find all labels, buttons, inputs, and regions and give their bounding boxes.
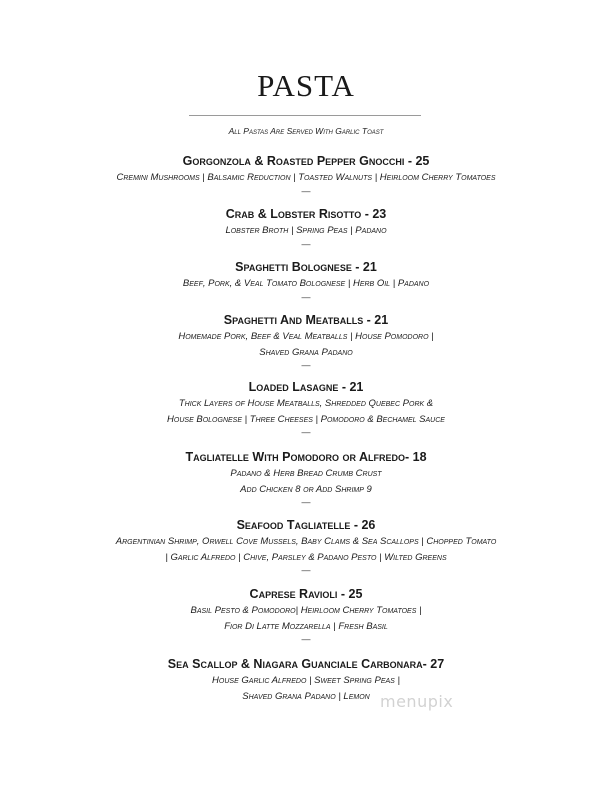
item-separator: — — [301, 427, 311, 437]
item-description: Thick Layers of House Meatballs, Shredded Quebec Pork & — [178, 398, 434, 409]
item-description: House Garlic Alfredo | Sweet Spring Peas | — [212, 675, 400, 686]
item-separator: — — [301, 291, 311, 302]
item-separator: — — [301, 360, 311, 370]
menu-item — [0, 312, 612, 370]
item-description: Shaved Grana Padano | Lemon — [242, 690, 370, 702]
menu-item — [0, 206, 612, 249]
item-description: Shaved Grana Padano — [259, 346, 353, 358]
item-separator: — — [301, 185, 311, 196]
item-description: Beef, Pork, & Veal Tomato Bolognese | Herb Oil | Padano — [182, 278, 430, 289]
item-description: Add Chicken 8 or Add Shrimp 9 — [240, 483, 372, 495]
item-title: Sea Scallop & Niagara Guanciale Carbonara- 27 — [167, 657, 445, 671]
menu-item — [0, 259, 612, 302]
item-title: Spaghetti And Meatballs - 21 — [223, 313, 389, 327]
item-separator: — — [301, 565, 311, 575]
item-title: Gorgonzola & Roasted Pepper Gnocchi - 25 — [182, 154, 430, 168]
item-title: Crab & Lobster Risotto - 23 — [225, 207, 387, 221]
item-title: Tagliatelle With Pomodoro or Alfredo- 18 — [185, 450, 427, 464]
item-title: Seafood Tagliatelle - 26 — [236, 518, 376, 532]
item-title: Caprese Ravioli - 25 — [249, 587, 363, 601]
item-description: Homemade Pork, Beef & Veal Meatballs | House Pomodoro | — [178, 331, 434, 342]
item-title: Spaghetti Bolognese - 21 — [235, 260, 377, 274]
page-title: PASTA — [257, 68, 355, 103]
item-title: Loaded Lasagne - 21 — [248, 380, 364, 394]
item-description: Padano & Herb Bread Crumb Crust — [230, 468, 382, 479]
menu-item — [0, 379, 612, 437]
watermark: menupix — [380, 692, 454, 711]
item-description: Argentinian Shrimp, Orwell Cove Mussels, Baby Clams & Sea Scallops | Chopped Tomato — [115, 536, 497, 547]
menu-item — [0, 449, 612, 507]
title-divider — [189, 115, 421, 116]
menu-item — [0, 517, 612, 575]
menu-item — [0, 586, 612, 644]
item-separator: — — [301, 634, 311, 644]
item-description: | Garlic Alfredo | Chive, Parsley & Padano Pesto | Wilted Greens — [165, 551, 447, 563]
item-description: Fior Di Latte Mozzarella | Fresh Basil — [224, 620, 388, 632]
item-description: Basil Pesto & Pomodoro| Heirloom Cherry Tomatoes | — [190, 605, 422, 616]
item-description: Cremini Mushrooms | Balsamic Reduction | Toasted Walnuts | Heirloom Cherry Tomatoes — [116, 172, 496, 183]
item-description: House Bolognese | Three Cheeses | Pomodoro & Bechamel Sauce — [167, 413, 445, 425]
menu-subtitle: All Pastas Are Served With Garlic Toast — [228, 126, 384, 136]
menu-item — [0, 153, 612, 196]
item-description: Lobster Broth | Spring Peas | Padano — [225, 225, 387, 236]
item-separator: — — [301, 497, 311, 507]
item-separator: — — [301, 238, 311, 249]
menu-item — [0, 656, 612, 704]
